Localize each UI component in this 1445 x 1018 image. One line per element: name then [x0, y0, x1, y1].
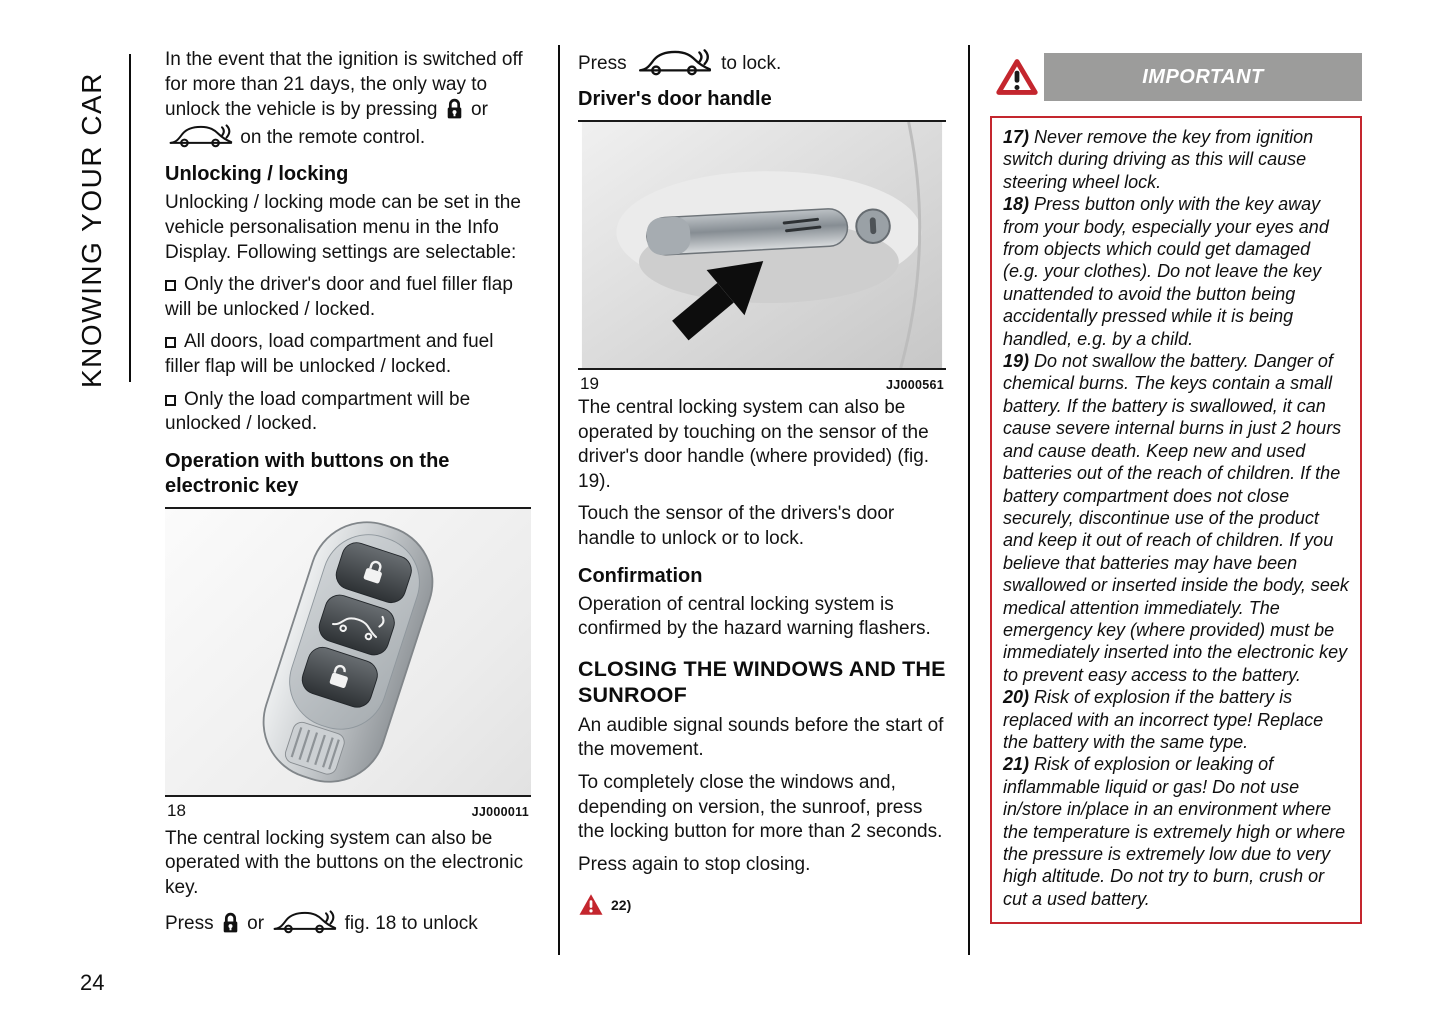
- item-number: 19): [1003, 351, 1030, 372]
- unlocking-heading: Unlocking / locking: [165, 163, 349, 186]
- warning-reference-number: 22): [611, 896, 632, 913]
- column-right: [990, 53, 1362, 924]
- column-middle: [578, 48, 946, 916]
- closing-paragraph-3: Press again to stop closing.: [578, 853, 811, 875]
- chapter-title-rule: [129, 54, 131, 382]
- important-item: [1003, 350, 1349, 686]
- door-handle-image: [579, 122, 945, 368]
- press-to-unlock-line: [165, 909, 531, 939]
- important-item: [1003, 193, 1349, 350]
- item-number: 21): [1003, 754, 1030, 775]
- or-text: or: [247, 912, 265, 934]
- central-locking-paragraph: The central locking system can also be operated with the buttons on the electronic key.: [165, 827, 524, 898]
- column-divider-1: [558, 45, 560, 955]
- figure-number: 19: [580, 374, 599, 393]
- important-header-bar: [990, 53, 1362, 101]
- square-bullet-icon: [165, 280, 176, 291]
- important-notes-box: [990, 116, 1362, 924]
- door-handle-heading: Driver's door handle: [578, 88, 772, 110]
- item-number: 17): [1003, 127, 1030, 147]
- car-remote-icon: [271, 909, 337, 936]
- important-item: [1003, 753, 1349, 910]
- bullet-text: All doors, load compartment and fuel filler flap will be unlocked / locked.: [165, 331, 494, 377]
- important-item: [1003, 686, 1349, 753]
- bullet-item: [165, 388, 531, 437]
- item-number: 18): [1003, 194, 1030, 215]
- item-text: Do not swallow the battery. Danger of chemical burns. The keys contain a small battery. If the battery is swallowed, it can cause severe internal burns in just 2 hours and cause death. Keep new and used batteries out of the reach of children. If the battery compartment does not close securely, discontinue use of the product and keep it out of reach of children. If you believe that batteries may have been swallowed or inserted inside the body, seek medical attention immediately. The emergency key (where provided) must be immediately inserted into the electronic key to prevent easy access to the battery.: [1003, 351, 1349, 685]
- square-bullet-icon: [165, 395, 176, 406]
- lock-icon: [445, 97, 464, 120]
- square-bullet-icon: [165, 337, 176, 348]
- press-after-text: fig. 18 to unlock: [344, 912, 478, 934]
- closing-paragraph-1: An audible signal sounds before the start of the movement.: [578, 714, 944, 761]
- car-remote-icon: [167, 123, 233, 150]
- intro-paragraph: [165, 48, 531, 150]
- operation-heading: Operation with buttons on the electronic key: [165, 449, 450, 497]
- confirmation-heading: Confirmation: [578, 564, 703, 587]
- page-number: 24: [80, 970, 105, 995]
- figure-code: JJ000011: [471, 804, 529, 819]
- item-number: 20): [1003, 687, 1030, 708]
- press-to-lock-line: [578, 48, 946, 79]
- lock-icon: [221, 911, 240, 934]
- touch-sensor-paragraph: Touch the sensor of the drivers's door handle to unlock or to lock.: [578, 503, 895, 549]
- warning-reference-row: [578, 893, 946, 916]
- closing-paragraph-2: To completely close the windows and, depending on version, the sunroof, press the locking button for more than 2 seconds.: [578, 771, 943, 843]
- car-remote-icon: [636, 48, 712, 78]
- bullet-item: [165, 273, 531, 322]
- sensor-paragraph: The central locking system can also be operated by touching on the sensor of the driver's door handle (where provided) (fig. 19).: [578, 397, 930, 492]
- figure-number: 18: [167, 800, 186, 820]
- press-text: Press: [578, 53, 627, 74]
- figure-19-label-row: [578, 370, 946, 394]
- column-left: [165, 48, 531, 943]
- intro-or: or: [471, 99, 488, 121]
- bullet-text: Only the driver's door and fuel filler flap will be unlocked / locked.: [165, 274, 513, 320]
- important-icon-box: [990, 53, 1044, 101]
- warning-triangle-icon: [578, 893, 604, 916]
- intro-text-2: on the remote control.: [240, 126, 426, 148]
- figure-18-label-row: [165, 797, 531, 821]
- figure-code: JJ000561: [885, 378, 944, 392]
- bullet-text: Only the load compartment will be unlocked / locked.: [165, 388, 471, 435]
- electronic-key-image: [183, 513, 513, 791]
- intro-text-1: In the event that the ignition is switched off for more than 21 days, the only way to unlock the vehicle is by pressing: [165, 49, 523, 121]
- confirmation-body: Operation of central locking system is confirmed by the hazard warning flashers.: [578, 593, 931, 640]
- figure-18-electronic-key: [165, 507, 531, 797]
- important-title: IMPORTANT: [1142, 65, 1264, 88]
- bullet-item: [165, 330, 531, 379]
- item-text: Press button only with the key away from your body, especially your eyes and from objects which could get damaged (e.g. your clothes). Do not leave the key unattended to avoid the button being accidentally pressed while it is being handled, e.g. by a child.: [1003, 194, 1329, 349]
- column-divider-2: [968, 45, 970, 955]
- item-text: Risk of explosion or leaking of inflammable liquid or gas! Do not use in/store in/place in an environment where the temperature is extremely high or where the pressure is extremely low due to very high altitude. Do not try to burn, crush or cut a used battery.: [1003, 754, 1346, 909]
- important-warning-triangle-icon: [996, 58, 1038, 96]
- item-text: Never remove the key from ignition switch during driving as this will cause steering wheel lock.: [1003, 127, 1314, 192]
- closing-windows-heading: CLOSING THE WINDOWS AND THE SUNROOF: [578, 656, 946, 707]
- item-text: Risk of explosion if the battery is replaced with an incorrect type! Replace the battery with the same type.: [1003, 687, 1324, 752]
- important-item: [1003, 126, 1349, 193]
- press-text: Press: [165, 912, 214, 934]
- figure-19-door-handle: [578, 120, 946, 370]
- unlocking-body: Unlocking / locking mode can be set in the vehicle personalisation menu in the Info Display. Following settings are selectable:: [165, 192, 521, 263]
- press-after-text: to lock.: [721, 53, 782, 74]
- chapter-vertical-title: KNOWING YOUR CAR: [76, 72, 107, 388]
